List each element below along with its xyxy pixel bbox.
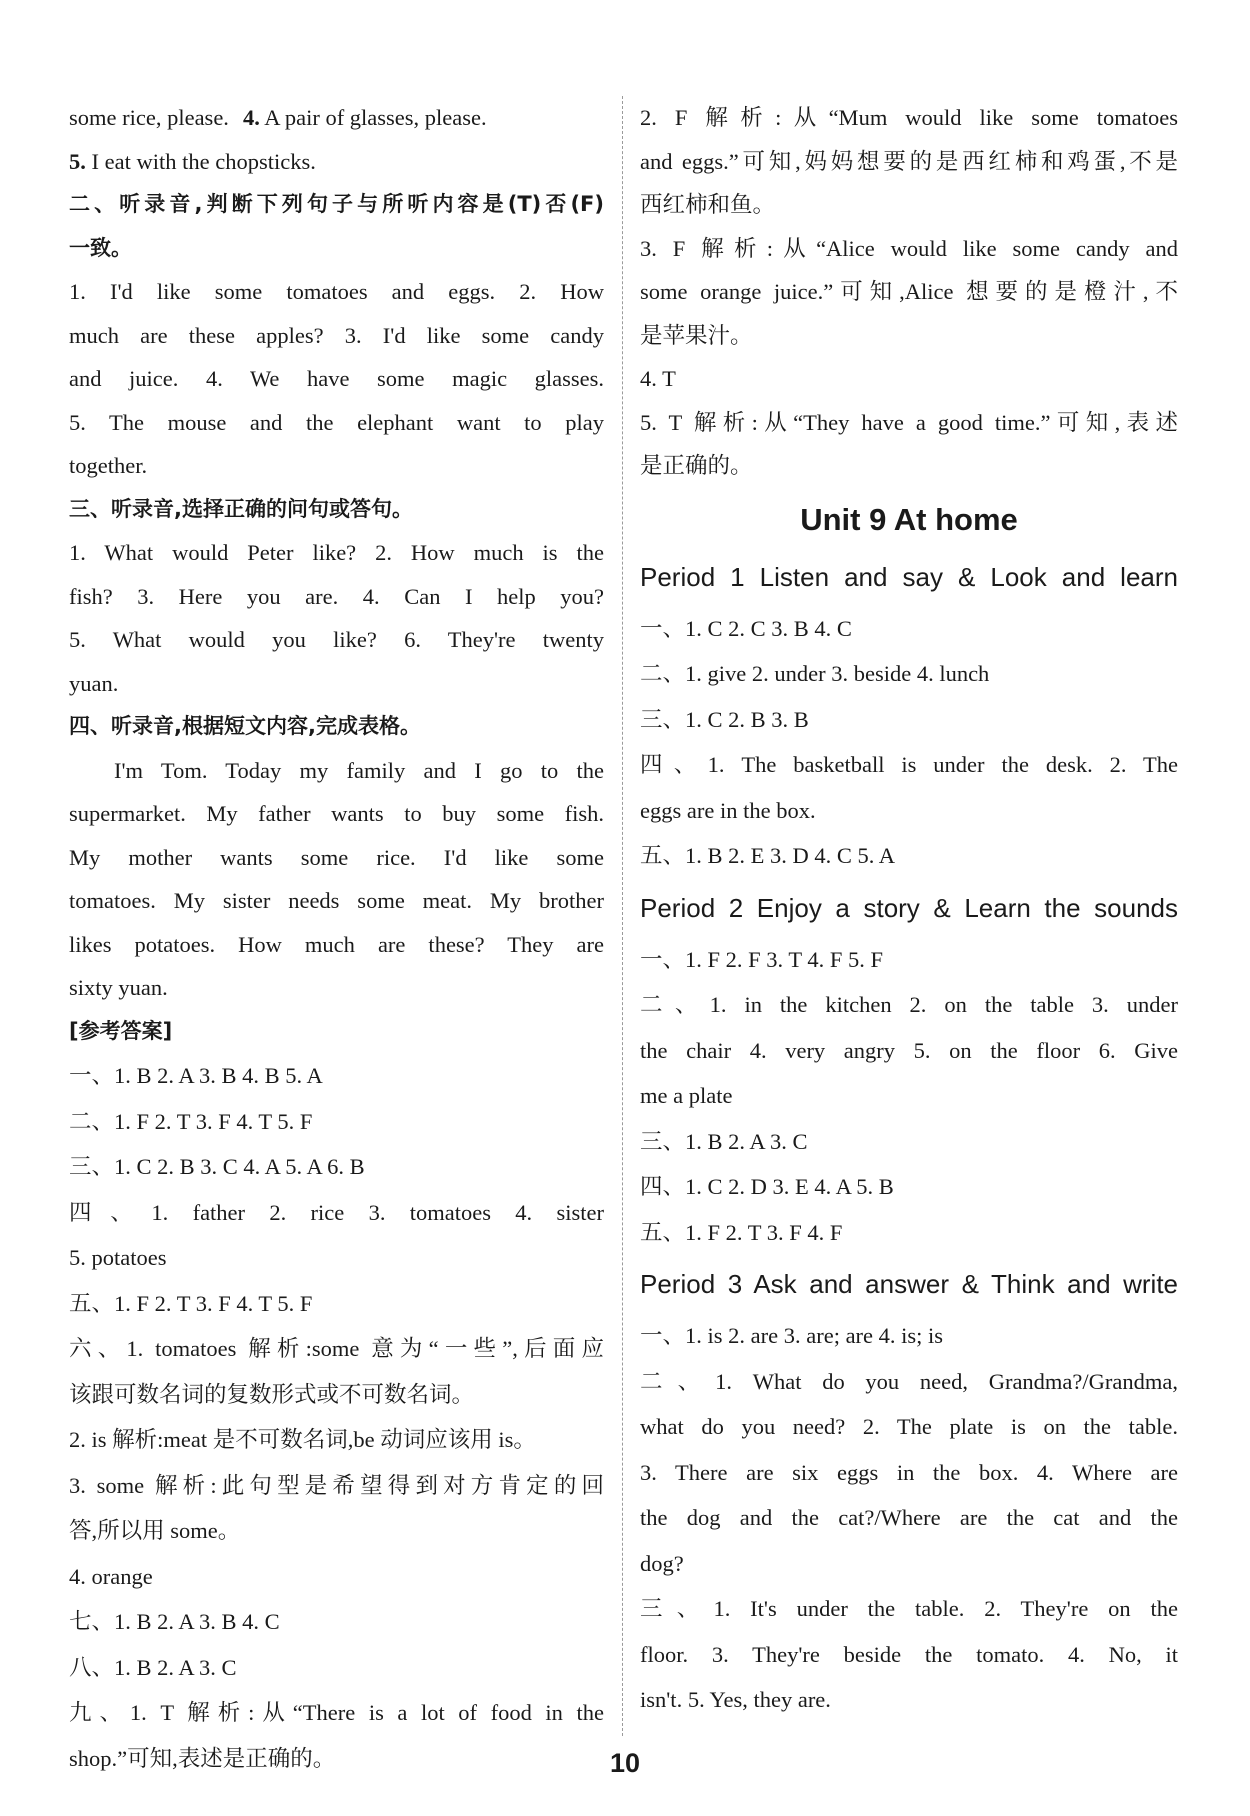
- text-line: 5. What would you like? 6. They're twenty: [69, 627, 604, 652]
- column-divider: [622, 96, 623, 1736]
- answer-line: dog?: [640, 1550, 684, 1576]
- answer-line: 一、1. F 2. F 3. T 4. F 5. F: [640, 946, 883, 972]
- section-heading: 一致。: [69, 235, 132, 260]
- answer-line: isn't. 5. Yes, they are.: [640, 1687, 831, 1712]
- answer-line: 六、1. tomatoes 解析:some 意为“一些”,后面应: [69, 1336, 604, 1361]
- text-line: yuan.: [69, 670, 119, 696]
- period-heading: Period 2 Enjoy a story & Learn the sounds: [640, 892, 1178, 923]
- text-line: 5. The mouse and the elephant want to play: [69, 409, 604, 435]
- text-line: 1. I'd like some tomatoes and eggs. 2. How: [69, 279, 604, 304]
- answer-line: 三、1. It's under the table. 2. They're on the: [640, 1596, 1178, 1621]
- answer-line: 3. some 解析:此句型是希望得到对方肯定的回: [69, 1472, 604, 1498]
- answer-line: 是正确的。: [640, 453, 753, 478]
- text-span: I eat with the chopsticks.: [91, 148, 316, 174]
- answer-line: the dog and the cat?/Where are the cat and the: [640, 1505, 1178, 1530]
- reference-answers-heading: [参考答案]: [69, 1018, 173, 1043]
- answer-line: 西红柿和鱼。: [640, 192, 776, 217]
- period-heading: Period 1 Listen and say & Look and learn: [640, 561, 1178, 592]
- section-heading: 三、听录音,选择正确的问句或答句。: [69, 496, 413, 521]
- answer-line: 二、1. F 2. T 3. F 4. T 5. F: [69, 1108, 313, 1134]
- answer-line: 四、1. C 2. D 3. E 4. A 5. B: [640, 1174, 894, 1199]
- answer-line: 5. potatoes: [69, 1245, 167, 1270]
- unit-title: Unit 9 At home: [800, 501, 1018, 537]
- passage-line: supermarket. My father wants to buy some fish.: [69, 801, 604, 826]
- answer-line: 一、1. is 2. are 3. are; are 4. is; is: [640, 1323, 944, 1348]
- answer-line: 2. is 解析:meat 是不可数名词,be 动词应该用 is。: [69, 1427, 536, 1452]
- answer-line: 4. orange: [69, 1563, 153, 1589]
- page-number: 10: [609, 1748, 641, 1778]
- passage-line: likes potatoes. How much are these? They are: [69, 931, 604, 957]
- answer-line: 二、1. give 2. under 3. beside 4. lunch: [640, 661, 990, 686]
- answer-line: 4. T: [640, 366, 676, 391]
- left-column: [69, 96, 604, 1781]
- answer-line: 五、1. F 2. T 3. F 4. T 5. F: [69, 1290, 313, 1316]
- section-heading: 四、听录音,根据短文内容,完成表格。: [69, 714, 421, 738]
- answer-line: shop.”可知,表述是正确的。: [69, 1745, 336, 1771]
- answer-line: 5. T 解析:从“They have a good time.”可知,表述: [640, 409, 1178, 435]
- right-column: [640, 96, 1178, 1723]
- answer-line: floor. 3. They're beside the tomato. 4. No, it: [640, 1641, 1178, 1667]
- answer-line: 3. F 解析:从“Alice would like some candy and: [640, 235, 1178, 261]
- passage-line: I'm Tom. Today my family and I go to the: [114, 757, 604, 783]
- answer-line: eggs are in the box.: [640, 797, 816, 823]
- answer-line: 三、1. C 2. B 3. B: [640, 706, 809, 732]
- passage-line: sixty yuan.: [69, 975, 168, 1000]
- text-line: 1. What would Peter like? 2. How much is the: [69, 540, 604, 565]
- answer-line: 四、1. The basketball is under the desk. 2. The: [640, 752, 1178, 777]
- item-number: 4.: [242, 105, 260, 130]
- answer-line: 七、1. B 2. A 3. B 4. C: [69, 1609, 280, 1634]
- text-line: [69, 96, 604, 140]
- answer-line: 四、1. father 2. rice 3. tomatoes 4. sister: [69, 1199, 604, 1225]
- answer-line: 是苹果汁。: [640, 322, 753, 348]
- answer-line: 九、1. T 解析:从“There is a lot of food in the: [69, 1700, 604, 1725]
- text-line: [69, 140, 604, 184]
- answer-line: 二、1. What do you need, Grandma?/Grandma,: [640, 1368, 1178, 1394]
- answer-line: 答,所以用 some。: [69, 1518, 241, 1543]
- text-line: much are these apples? 3. I'd like some candy: [69, 322, 604, 348]
- text-line: and juice. 4. We have some magic glasses.: [69, 366, 604, 391]
- answer-line: 一、1. B 2. A 3. B 4. B 5. A: [69, 1063, 323, 1088]
- text-line: fish? 3. Here you are. 4. Can I help you?: [69, 583, 604, 609]
- section-heading: 二、听录音,判断下列句子与所听内容是(T)否(F): [69, 192, 604, 216]
- item-number: 5.: [69, 148, 86, 174]
- answer-line: some orange juice.”可知,Alice 想要的是橙汁,不: [640, 279, 1178, 304]
- answer-line: the chair 4. very angry 5. on the floor 6. Give: [640, 1037, 1178, 1063]
- text-line: together.: [69, 453, 148, 478]
- answer-line: me a plate: [640, 1083, 733, 1108]
- text-span: some rice, please.: [69, 105, 229, 130]
- answer-line: 五、1. F 2. T 3. F 4. F: [640, 1219, 843, 1245]
- answer-line: 二、1. in the kitchen 2. on the table 3. under: [640, 992, 1178, 1017]
- answer-line: 2. F 解析:从“Mum would like some tomatoes: [640, 105, 1178, 130]
- passage-line: My mother wants some rice. I'd like some: [69, 844, 604, 870]
- period-heading: Period 3 Ask and answer & Think and write: [640, 1269, 1178, 1299]
- answer-line: 八、1. B 2. A 3. C: [69, 1654, 237, 1680]
- answer-line: 五、1. B 2. E 3. D 4. C 5. A: [640, 843, 896, 868]
- answer-line: 3. There are six eggs in the box. 4. Where are: [640, 1459, 1178, 1485]
- answer-line: what do you need? 2. The plate is on the table.: [640, 1414, 1178, 1439]
- answer-line: 一、1. C 2. C 3. B 4. C: [640, 615, 852, 641]
- answer-line: 三、1. C 2. B 3. C 4. A 5. A 6. B: [69, 1154, 365, 1179]
- passage-line: tomatoes. My sister needs some meat. My brother: [69, 888, 604, 913]
- answer-line: 该跟可数名词的复数形式或不可数名词。: [69, 1381, 475, 1407]
- text-span: A pair of glasses, please.: [264, 105, 487, 130]
- answer-line: and eggs.”可知,妈妈想要的是西红柿和鸡蛋,不是: [640, 148, 1178, 174]
- answer-line: 三、1. B 2. A 3. C: [640, 1128, 808, 1154]
